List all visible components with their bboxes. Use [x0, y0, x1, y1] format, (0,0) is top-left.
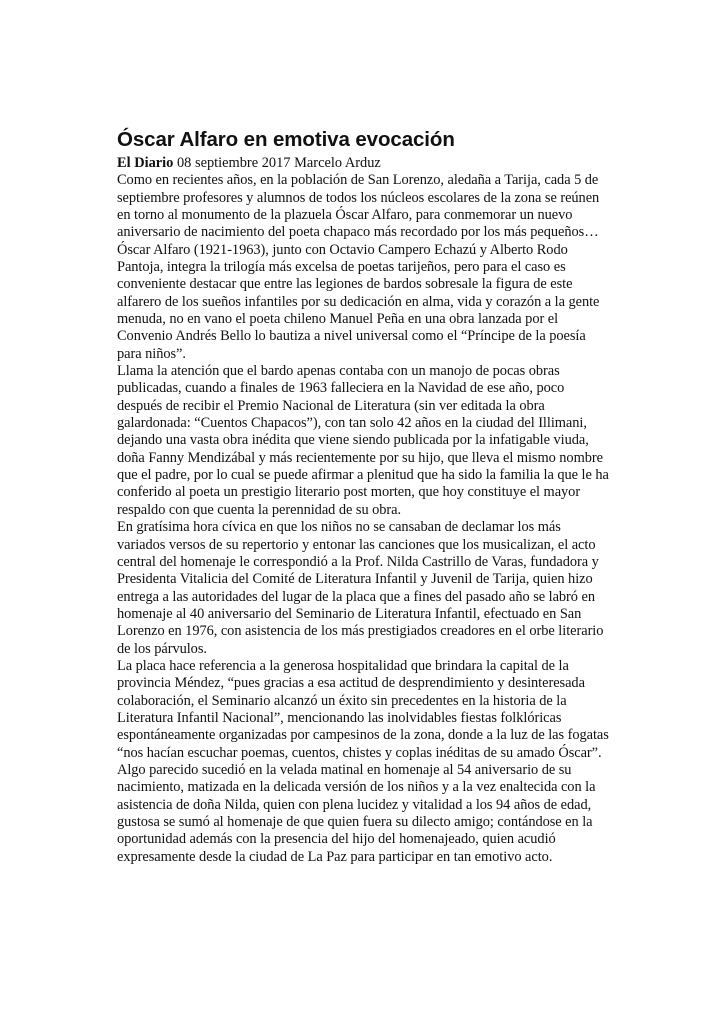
article-title: Óscar Alfaro en emotiva evocación: [117, 128, 455, 151]
article-paragraph: Como en recientes años, en la población de San Lorenzo, aledaña a Tarija, cada 5 de septiembre profesores y alumnos de todos los núcleos escolares de la zona se reúnen en torno al monumento de la plazuela Óscar Alfaro, para conmemorar un nuevo aniversario de nacimiento del poeta chapaco más recordado por los más pequeños…: [117, 172, 600, 241]
article-author: Marcelo Arduz: [294, 155, 381, 171]
article-paragraph: Algo parecido sucedió en la velada matinal en homenaje al 54 aniversario de su nacimiento, matizada en la delicada versión de los niños y a la vez enaltecida con la asistencia de doña Nilda, quien con plena lucidez y vitalidad a los 94 años de edad, gustosa se sumó al homenaje de que quien fuera su dilecto amigo; contándose en la oportunidad además con la presencia del hijo del homenajeado, quien acudió expresamente desde la ciudad de La Paz para participar en tan emotivo acto.: [117, 761, 596, 865]
article-date: 08 septiembre 2017: [176, 155, 291, 171]
article-paragraph: La placa hace referencia a la generosa hospitalidad que brindara la capital de la provincia Méndez, “pues gracias a esa actitud de desprendimiento y desinteresada colaboración, el Seminario alcanzó un éxito sin precedentes en la historia de la Literatura Infantil Nacional”, mencionando las inolvidables fiestas folklóricas espontáneamente organizadas por campesinos de la zona, donde a la luz de las fogatas “nos hacían escuchar poemas, cuentos, chistes y coplas inéditas de su amado Óscar”.: [117, 657, 609, 761]
article-paragraph: Óscar Alfaro (1921-1963), junto con Octavio Campero Echazú y Alberto Rodo Pantoja, integra la trilogía más excelsa de poetas tarijeños, pero para el caso es conveniente destacar que entre las legiones de bardos sobresale la figura de este alfarero de los sueños infantiles por su dedicación en alma, vida y corazón a la gente menuda, no en vano el poeta chileno Manuel Peña en una obra lanzada por el Convenio Andrés Bello lo bautiza a nivel universal como el “Príncipe de la poesía para niños”.: [117, 241, 600, 362]
article-byline: [117, 155, 612, 172]
article-paragraph: En gratísima hora cívica en que los niños no se cansaban de declamar los más variados versos de su repertorio y entonar las canciones que los musicalizan, el acto central del homenaje le correspondió a la Prof. Nilda Castrillo de Varas, fundadora y Presidenta Vitalicia del Comité de Literatura Infantil y Juvenil de Tarija, quien hizo entrega a las autoridades del lugar de la placa que a fines del pasado año se labró en homenaje al 40 aniversario del Seminario de Literatura Infantil, efectuado en San Lorenzo en 1976, con asistencia de los más prestigiados creadores en el orbe literario de los párvulos.: [117, 519, 604, 657]
article: [117, 127, 612, 866]
article-source: El Diario: [117, 155, 174, 171]
article-paragraph: Llama la atención que el bardo apenas contaba con un manojo de pocas obras publicadas, cuando a finales de 1963 falleciera en la Navidad de ese año, poco después de recibir el Premio Nacional de Literatura (sin ver editada la obra galardonada: “Cuentos Chapacos”), con tan solo 42 años en la ciudad del Illimani, dejando una vasta obra inédita que viene siendo publicada por la infatigable viuda, doña Fanny Mendizábal y más recientemente por su hijo, que lleva el mismo nombre que el padre, por lo cual se puede afirmar a plenitud que ha sido la familia la que le ha conferido al poeta un prestigio literario post morten, que hoy constituye el mayor respaldo con que cuenta la perennidad de su obra.: [117, 363, 609, 518]
